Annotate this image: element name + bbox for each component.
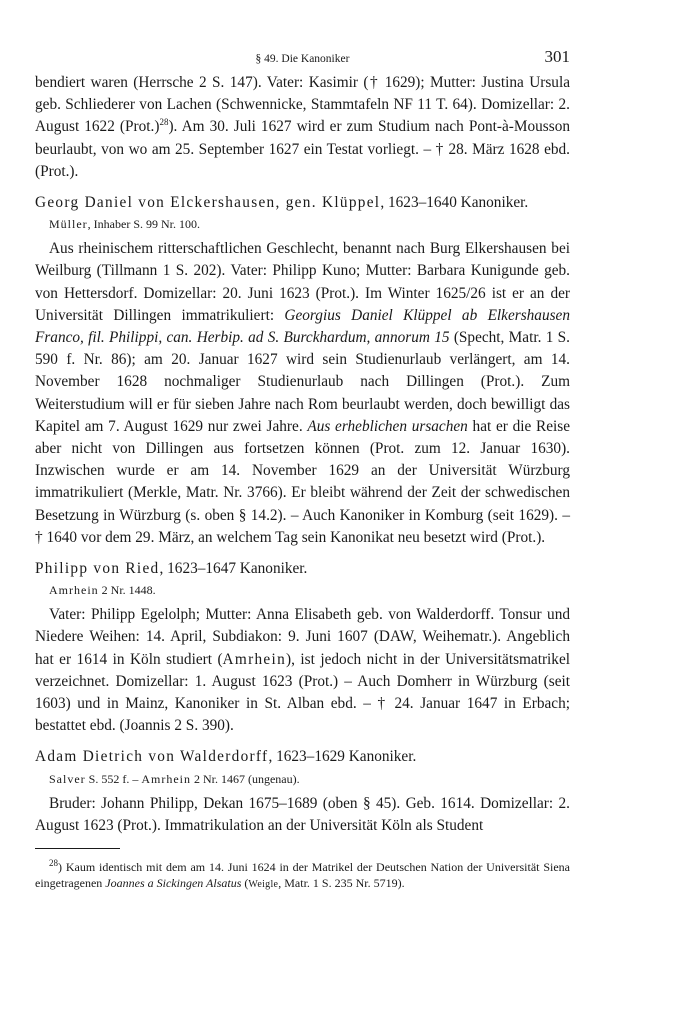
entry-name: Philipp von Ried (35, 560, 160, 578)
entry-body: Vater: Philipp Egelolph; Mutter: Anna Elisabeth geb. von Walderdorff. Tonsur und Niedere Weihen: 14. April, Subdiakon: 9. Juni 1607 (DAW, Weihematr.). Angeblich hat er 1614 in Köln studiert (Amrhein), ist jedoch nicht in der Universitätsmatrikel verzeichnet. Domizellar: 1. August 1623 (Prot.) – Auch Domherr in Würzburg (seit 1603) und in Mainz, Kanoniker in St. Alban ebd. – † 24. Januar 1647 in Erbach; bestattet ebd. (Joannis 2 S. 390). (35, 606, 570, 735)
entry-name: Georg Daniel von Elckershausen, gen. Klüppel (35, 194, 381, 212)
entry-source: Amrhein 2 Nr. 1448. (49, 583, 156, 598)
page-number: 301 (544, 47, 570, 66)
entry-source: Müller, Inhaber S. 99 Nr. 100. (49, 217, 200, 232)
entry-name: Adam Dietrich von Walderdorff (35, 748, 269, 766)
footnote: $^{28}$) Kaum identisch mit dem am 14. Juni 1624 in der Matrikel der Deutschen Nation der Universität Siena eingetragenen Joannes a Sickingen Alsatus (Weigle, Matr. 1 S. 235 Nr. 5719). (35, 858, 570, 891)
entry-source: Salver S. 552 f. – Amrhein 2 Nr. 1467 (ungenau). (49, 771, 300, 786)
footnote-mark: 28 (49, 858, 58, 869)
footnote-ref: 28 (159, 117, 169, 128)
section-title: § 49. Die Kanoniker (255, 53, 350, 65)
running-header (35, 40, 570, 72)
entry-heading-ried: Philipp von Ried, 1623–1647 Kanoniker. (35, 560, 308, 578)
entry-heading-walderdorff: Adam Dietrich von Walderdorff, 1623–1629 Kanoniker. (35, 748, 417, 766)
page (35, 40, 570, 893)
entry-body: Bruder: Johann Philipp, Dekan 1675–1689 (oben § 45). Geb. 1614. Domizellar: 2. August 1623 (Prot.). Immatrikulation an der Universität Köln als Student (35, 794, 570, 834)
entry-heading-elckershausen: Georg Daniel von Elckershausen, gen. Klüppel, 1623–1640 Kanoniker. (35, 194, 529, 212)
footnote-rule (35, 848, 120, 849)
paragraph-continued: bendiert waren (Herrsche 2 S. 147). Vater: Kasimir († 1629); Mutter: Justina Ursula geb. Schliederer von Lachen (Schwennicke, Stammtafeln NF 11 T. 64). Domizellar: 2. August 1622 (Prot.)$^{28}$). Am 30. Juli 1627 wird er zum Studium nach Pont-à-Mousson beurlaubt, von wo am 25. September 1627 ein Testat vorliegt. – † 28. März 1628 ebd. (Prot.). (35, 74, 571, 180)
entry-body: Aus rheinischem ritterschaftlichen Geschlecht, benannt nach Burg Elkershausen bei Weilburg (Tillmann 1 S. 202). Vater: Philipp Kuno; Mutter: Barbara Kunigunde geb. von Hettersdorf. Domizellar: 20. Juni 1623 (Prot.). Im Winter 1625/26 ist er an der Universität Dillingen immatrikuliert: Georgius Daniel Klüppel ab Elkershausen Franco, fil. Philippi, can. Herbip. ad S. Burckhardum, annorum 15 (Specht, Matr. 1 S. 590 f. Nr. 86); am 20. Januar 1627 wird sein Studienurlaub verlängert, am 14. November 1628 nochmaliger Studienurlaub nach Dillingen (Prot.). Zum Weiterstudium will er für sieben Jahre nach Rom beurlaubt werden, doch bewilligt das Kapitel am 7. August 1629 nur zwei Jahre. Aus erheblichen ursachen hat er die Reise aber nicht von Dillingen aus fortsetzen können (Prot. zum 12. Januar 1630). Inzwischen wurde er am 14. November 1629 an der Universität Würzburg immatrikuliert (Merkle, Matr. Nr. 3766). Er bleibt während der Zeit der schwedischen Besetzung in Würzburg (s. oben § 14.2). – Auch Kanoniker in Komburg (seit 1629). – † 1640 vor dem 29. März, an welchem Tag sein Kanonikat neu besetzt wird (Prot.). (35, 240, 570, 546)
